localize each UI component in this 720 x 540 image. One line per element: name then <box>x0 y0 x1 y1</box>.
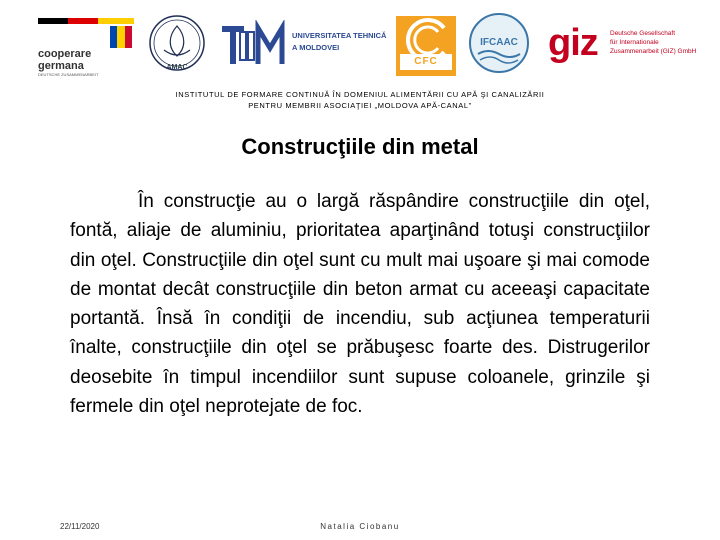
amac-logo <box>146 14 208 76</box>
utm-name-line1: UNIVERSITATEA TEHNICĂ <box>292 31 387 40</box>
giz-logo <box>540 20 700 70</box>
ifcaac-label: IFCAAC <box>480 37 518 48</box>
flag-stripes-icon <box>38 18 134 24</box>
cfc-logo <box>396 16 456 76</box>
cfc-emblem-icon <box>396 16 456 76</box>
giz-sub-line1: Deutsche Gesellschaft <box>610 30 676 37</box>
ifcaac-logo <box>468 12 530 74</box>
giz-sub-line3: Zusammenarbeit (GIZ) GmbH <box>610 48 697 55</box>
utm-logo <box>218 20 386 70</box>
germana-text: germana <box>38 60 84 72</box>
footer-date: 22/11/2020 <box>60 522 100 531</box>
giz-wordmark: giz <box>548 22 598 64</box>
moldova-flag-icon <box>110 26 132 48</box>
slide-title: Construcţiile din metal <box>241 134 479 159</box>
utm-name-line2: A MOLDOVEI <box>292 43 340 52</box>
utm-emblem-icon <box>218 20 288 70</box>
cooperare-germana-logo <box>38 14 134 78</box>
cooperare-small-text: DEUTSCHE ZUSAMMENARBEIT <box>38 72 99 77</box>
cfc-label: CFC <box>414 56 438 67</box>
body-paragraph: În construcţie au o largă răspândire construcţiile din oţel, fontă, aliaje de aluminiu, prioritatea aparţinând totuşi construcţiilor din oţel. Construcţiile din oţel sunt cu mult mai uşoare şi mai comode de montat decât construcţiile din beton armat cu aceeaşi capacitate portantă. Însă în condiţii de incendiu, sub acţiunea temperaturii înalte, construcţiile din oţel se prăbuşesc foarte des. Distrugerilor deosebite în timpul incendiilor sunt supuse coloanele, grinzile şi fermele din oţel neprotejate de foc. <box>70 191 650 418</box>
logo-bar <box>0 0 720 88</box>
giz-sub-line2: für Internationale <box>610 39 659 46</box>
institute-name-line1: INSTITUTUL DE FORMARE CONTINUĂ ÎN DOMENIUL ALIMENTĂRII CU APĂ ŞI CANALIZĂRII <box>175 90 545 99</box>
footer-author: Natalia Ciobanu <box>320 522 400 531</box>
institute-name-line2: PENTRU MEMBRII ASOCIAŢIEI „MOLDOVA APĂ-CANAL” <box>248 101 472 110</box>
cooperare-text: cooperare <box>38 48 92 60</box>
amac-label: AMAC <box>166 64 188 71</box>
